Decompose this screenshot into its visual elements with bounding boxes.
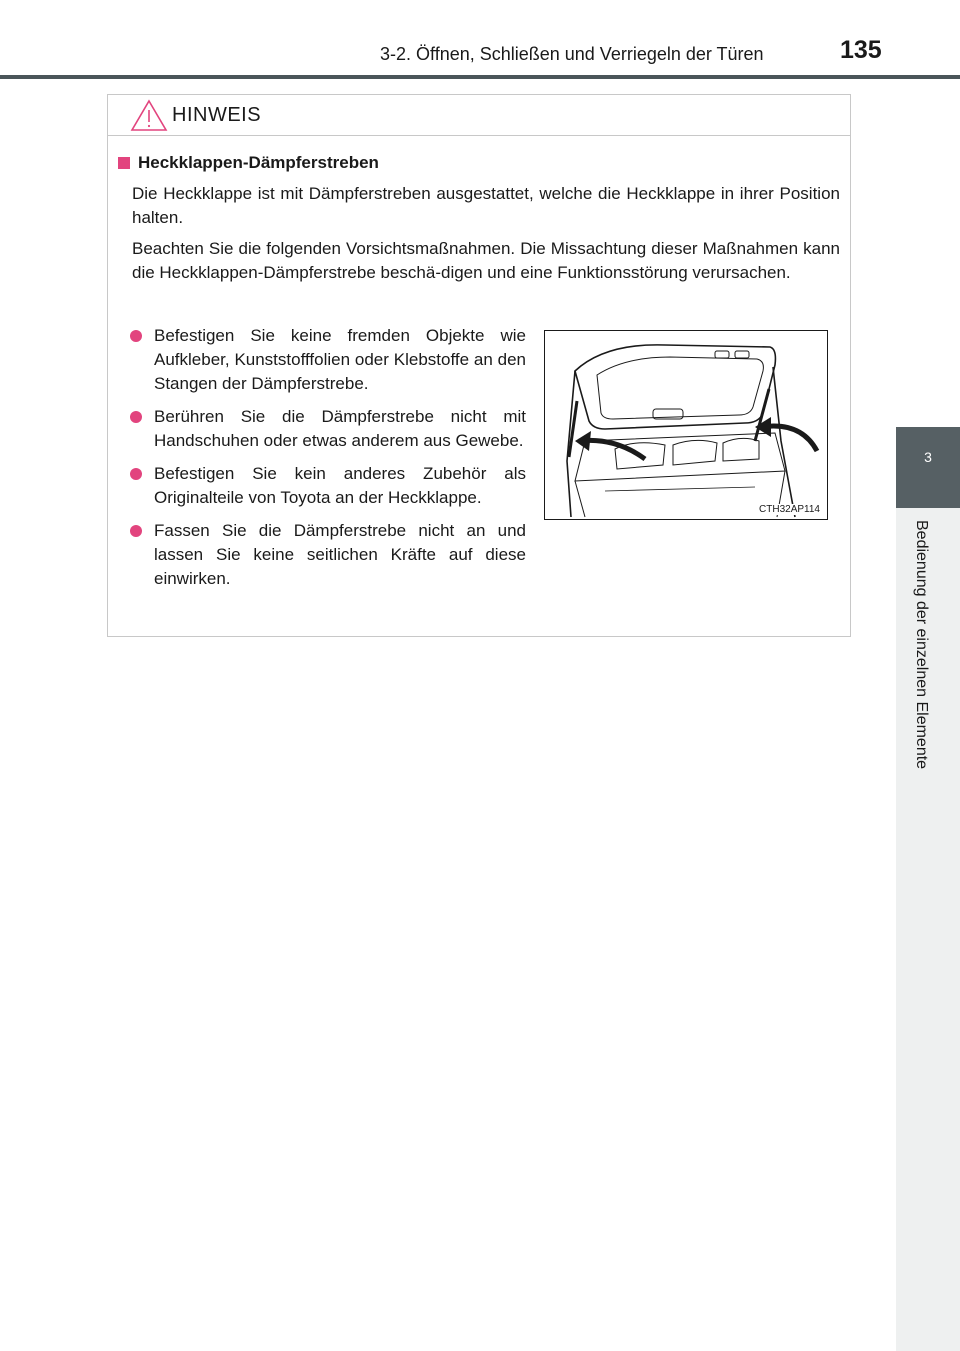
section-title: 3-2. Öffnen, Schließen und Verriegeln der Türen xyxy=(380,44,764,64)
notice-header xyxy=(108,95,850,136)
section-heading-text: Heckklappen-Dämpferstreben xyxy=(138,153,379,172)
bullet-dot-icon xyxy=(130,525,142,537)
bullet-dot-icon xyxy=(130,468,142,480)
warning-triangle-icon xyxy=(130,99,168,132)
chapter-title: Bedienung der einzelnen Elemente xyxy=(913,520,930,770)
chapter-tab xyxy=(896,427,960,508)
precaution-list xyxy=(118,324,526,600)
tailgate-drawing xyxy=(545,331,826,518)
list-item xyxy=(118,405,526,453)
header-rule xyxy=(0,75,960,79)
list-item-text: Befestigen Sie keine fremden Objekte wie Aufkleber, Kunststofffolien oder Klebstoffe an den Stangen der Dämpferstrebe. xyxy=(154,326,526,393)
bullet-dot-icon xyxy=(130,330,142,342)
notice-box xyxy=(107,94,851,637)
chapter-number: 3 xyxy=(924,449,932,465)
section-heading xyxy=(118,153,379,173)
square-bullet-icon xyxy=(118,157,130,169)
list-item-text: Berühren Sie die Dämpferstrebe nicht mit Handschuhen oder etwas anderem aus Gewebe. xyxy=(154,407,526,450)
figure-label: CTH32AP114 xyxy=(759,504,820,515)
paragraph: Die Heckklappe ist mit Dämpferstreben ausgestattet, welche die Heckklappe in ihrer Position halten. xyxy=(132,184,840,227)
list-item xyxy=(118,519,526,591)
paragraph: Beachten Sie die folgenden Vorsichtsmaßnahmen. Die Missachtung dieser Maßnahmen kann die Heckklappen-Dämpferstrebe beschä-digen und eine Funktionsstörung verursachen. xyxy=(132,239,840,282)
bullet-dot-icon xyxy=(130,411,142,423)
list-item-text: Befestigen Sie kein anderes Zubehör als Originalteile von Toyota an der Heckklappe. xyxy=(154,464,526,507)
list-item xyxy=(118,324,526,396)
notice-title: HINWEIS xyxy=(172,104,262,126)
list-item xyxy=(118,462,526,510)
tailgate-illustration xyxy=(544,330,828,520)
list-item-text: Fassen Sie die Dämpferstrebe nicht an und lassen Sie keine seitlichen Kräfte auf diese einwirken. xyxy=(154,521,526,588)
page-number: 135 xyxy=(840,36,882,64)
